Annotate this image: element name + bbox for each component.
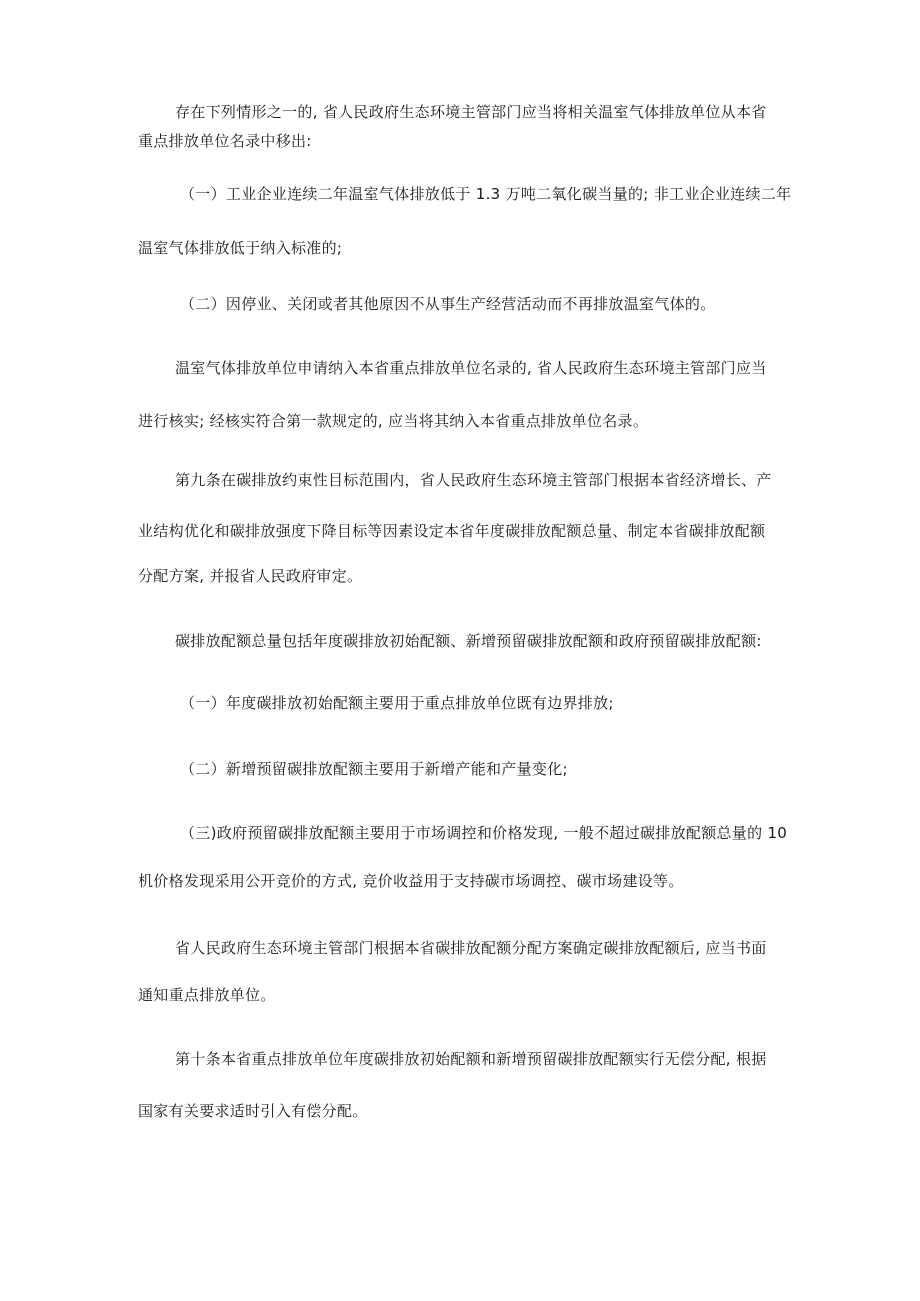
paragraph-4-line-1: 温室气体排放单位申请纳入本省重点排放单位名录的, 省人民政府生态环境主管部门应当	[175, 359, 767, 377]
paragraph-4-line-2: 进行核实; 经核实符合第一款规定的, 应当将其纳入本省重点排放单位名录。	[138, 412, 649, 430]
paragraph-10-line-1: 省人民政府生态环境主管部门根据本省碳排放配额分配方案确定碳排放配额后, 应当书面	[175, 939, 767, 957]
paragraph-9-line-2: 机价格发现采用公开竞价的方式, 竞价收益用于支持碳市场调控、碳市场建设等。	[138, 872, 684, 890]
paragraph-11-line-2: 国家有关要求适时引入有偿分配。	[138, 1102, 368, 1120]
paragraph-1-line-2: 重点排放单位名录中移出:	[138, 132, 312, 150]
paragraph-5-line-3: 分配方案, 并报省人民政府审定。	[138, 567, 363, 585]
paragraph-6-line-1: 碳排放配额总量包括年度碳排放初始配额、新增预留碳排放配额和政府预留碳排放配额:	[175, 632, 762, 650]
paragraph-5-line-2: 业结构优化和碳排放强度下降目标等因素设定本省年度碳排放配额总量、制定本省碳排放配额	[138, 522, 766, 540]
paragraph-9-line-1: （三)政府预留碳排放配额主要用于市场调控和价格发现, 一般不超过碳排放配额总量的 10	[180, 824, 788, 842]
paragraph-8-line-1: （二）新增预留碳排放配额主要用于新增产能和产量变化;	[180, 760, 568, 778]
paragraph-11-line-1: 第十条本省重点排放单位年度碳排放初始配额和新增预留碳排放配额实行无偿分配, 根据	[175, 1050, 767, 1068]
paragraph-1-line-1: 存在下列情形之一的, 省人民政府生态环境主管部门应当将相关温室气体排放单位从本省	[175, 103, 767, 121]
paragraph-2-line-1: （一）工业企业连续二年温室气体排放低于 1.3 万吨二氧化碳当量的; 非工业企业连续二年	[180, 185, 792, 203]
paragraph-2-line-2: 温室气体排放低于纳入标准的;	[138, 239, 343, 257]
paragraph-5-line-1: 第九条在碳排放约束性目标范围内，省人民政府生态环境主管部门根据本省经济增长、产	[175, 471, 772, 489]
paragraph-10-line-2: 通知重点排放单位。	[138, 986, 276, 1004]
paragraph-7-line-1: （一）年度碳排放初始配额主要用于重点排放单位既有边界排放;	[180, 694, 614, 712]
paragraph-3-line-1: （二）因停业、关闭或者其他原因不从事生产经营活动而不再排放温室气体的。	[180, 295, 716, 313]
